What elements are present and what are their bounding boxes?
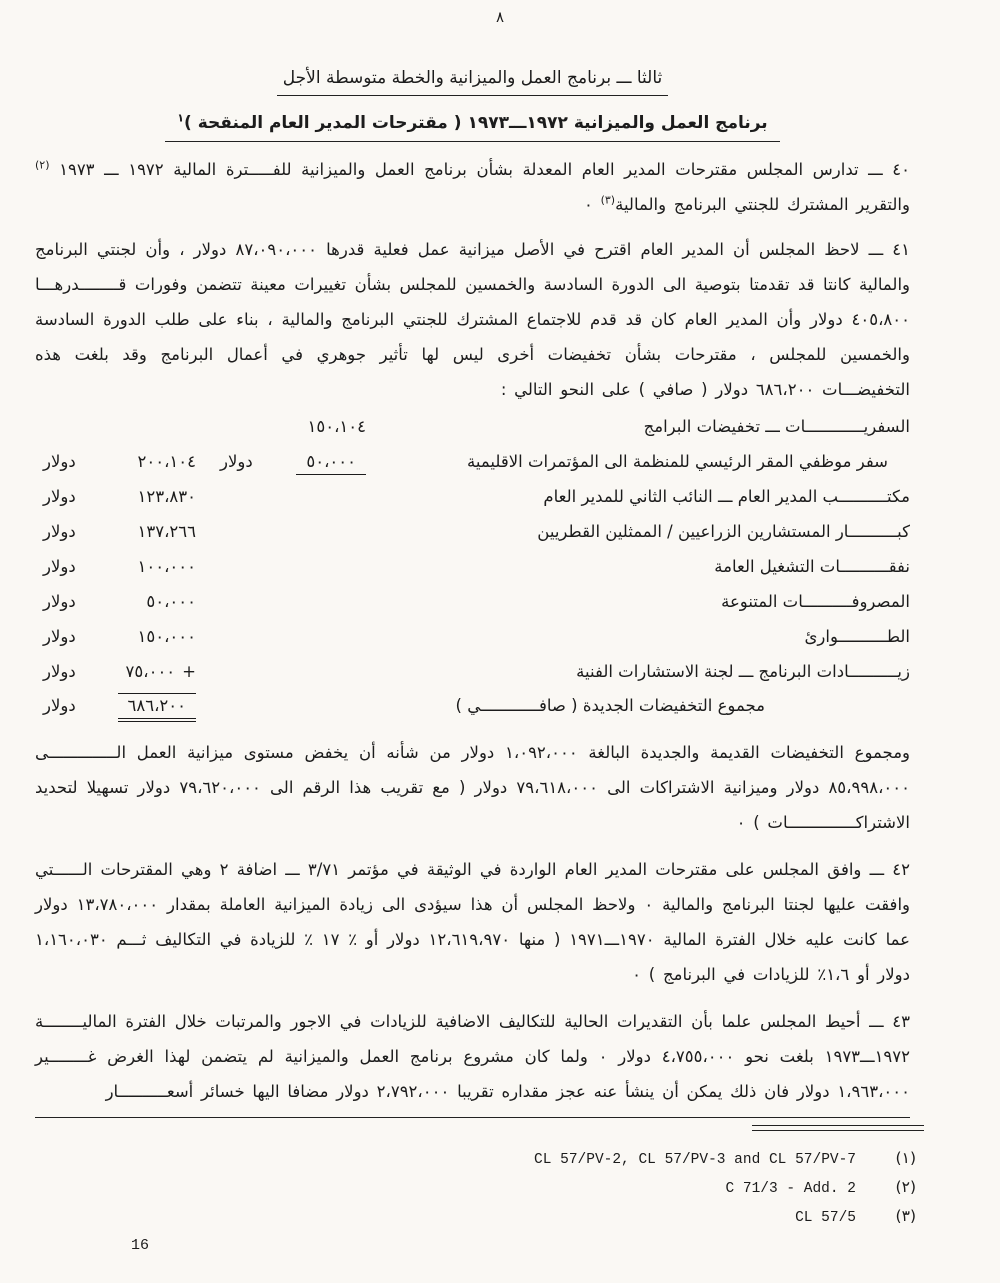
amount-value: ٧٥،٠٠٠: [125, 662, 176, 681]
currency-unit: دولار: [43, 627, 76, 646]
currency-unit: دولار: [43, 452, 76, 471]
row-amount: [35, 522, 210, 541]
currency-unit: دولار: [43, 522, 76, 541]
paragraph-40-period: ٠: [583, 195, 601, 214]
currency-unit: دولار: [43, 662, 76, 681]
footnote-ref: (٢): [895, 1178, 916, 1196]
table-row: [35, 627, 910, 662]
table-row: [35, 487, 910, 522]
footnote-ref-2: (٢): [35, 158, 50, 172]
total-row-label: مجموع التخفيضات الجديدة ( صافــــــــــــي ): [455, 696, 765, 715]
table-row: [35, 452, 910, 487]
document-title-text: [165, 113, 779, 142]
section-title-text: ثالثا ـــ برنامج العمل والميزانية والخطة متوسطة الأجل: [277, 68, 669, 96]
table-row: [35, 522, 910, 557]
footnote-separator-short: [752, 1125, 924, 1131]
row-label: المصروفــــــــــات المتنوعة: [721, 592, 910, 611]
paragraph-total-note: ومجموع التخفيضات القديمة والجديدة البالغة ١،٠٩٢،٠٠٠ دولار من شأنه أن يخفض مستوى ميزانية العمل الــــــــــــــى ٨٥،٩٩٨،٠٠٠ دولار وميزانية الاشتراكات الى ٧٩،٦١٨،٠٠٠ دولار ( مع تقريب هذا الرقم الى ٧٩،٦٢٠،٠٠٠ دولار تسهيلا لتحديد الاشتراكــــــــــــــات ) ٠: [35, 743, 910, 832]
paragraph-40-text: ٤٠ ـــ تدارس المجلس مقترحات المدير العام المعدلة بشأن برنامج العمل والميزانية للفـــــترة المالية ١٩٧٢ ـــ ١٩٧٣: [49, 160, 910, 179]
table-row: [35, 557, 910, 592]
section-title: [35, 68, 910, 96]
page-number-bottom: 16: [131, 1237, 150, 1254]
plus-sign: +: [182, 662, 196, 681]
amount-with-sign: [126, 662, 196, 681]
row-amount: [35, 662, 210, 681]
footnote-text: CL 57/5: [795, 1210, 856, 1226]
footnote-text: C 71/3 - Add. 2: [725, 1181, 856, 1197]
currency-unit: دولار: [43, 696, 76, 715]
currency-unit: دولار: [43, 592, 76, 611]
footnote-item: [35, 1174, 916, 1203]
amount-value: ١٠٠،٠٠٠: [137, 557, 196, 576]
document-title: [35, 113, 910, 142]
footnote-ref: (١): [895, 1149, 916, 1167]
footnote-item: [35, 1203, 916, 1232]
footnote-separator-long: [35, 1117, 910, 1118]
table-row: [35, 662, 910, 697]
currency-unit: دولار: [220, 452, 253, 471]
row-amount: [35, 627, 210, 646]
row-amount: [35, 487, 210, 506]
reductions-table: [35, 417, 910, 723]
row-amount: [35, 592, 210, 611]
footnote-text: CL 57/PV-2, CL 57/PV-3 and CL 57/PV-7: [534, 1152, 856, 1168]
paragraph-41: ٤١ ـــ لاحظ المجلس أن المدير العام اقترح في الأصل ميزانية عمل فعلية قدرها ٨٧،٠٩٠،٠٠٠ دولار ، وأن لجنتي البرنامج والمالية كانتا قد تقدمتا بتوصية الى الدورة السادسة والخمسين للمجلس بشأن تغييرات معينة تتضمن وفورات قــــــــدرهـــا ٤٠٥،٨٠٠ دولار وأن المدير العام كان قد قدم للاجتماع المشترك للجنتي البرنامج والمالية ، بناء على طلب الدورة السادسة والخمسين للمجلس ، مقترحات بشأن تخفيضات أخرى ليس لها تأثير جوهري في أعمال البرنامج وقد بلغت هذه التخفيضـــات ٦٨٦،٢٠٠ دولار ( صافي ) على النحو التالي :: [35, 240, 911, 399]
page-number-top: ٨: [495, 8, 505, 26]
subamount-value-underlined: ٥٠،٠٠٠: [296, 452, 366, 475]
row-label: الطــــــــــوارئ: [804, 627, 910, 646]
amount-value: ١٣٧،٢٦٦: [137, 522, 196, 541]
table-row: [35, 417, 910, 452]
amount-value: ٥٠،٠٠٠: [146, 592, 196, 611]
footnote-ref: (٣): [895, 1207, 916, 1225]
footnote-item: [35, 1145, 916, 1174]
paragraph-40: [35, 152, 910, 222]
title-footnote-ref: ١: [177, 111, 185, 125]
document-title-label: برنامج العمل والميزانية ١٩٧٢ـــ١٩٧٣ ( مقترحات المدير العام المنقحة ): [184, 113, 768, 133]
row-label: سفر موظفي المقر الرئيسي للمنظمة الى المؤتمرات الاقليمية: [467, 452, 888, 471]
row-label: زيــــــــــادات البرنامج ـــ لجنة الاستشارات الفنية: [576, 662, 910, 681]
row-label: نفقــــــــــات التشغيل العامة: [714, 557, 910, 576]
subamount-value: ١٥٠،١٠٤: [307, 417, 366, 436]
footnotes: [35, 1145, 916, 1232]
table-row: [35, 592, 910, 627]
row-subamount: [210, 417, 380, 436]
row-amount: [35, 557, 210, 576]
row-label: كبــــــــــار المستشارين الزراعيين / الممثلين القطريين: [537, 522, 910, 541]
row-label: السفريــــــــــــات ـــ تخفيضات البرامج: [643, 417, 910, 436]
currency-unit: دولار: [43, 487, 76, 506]
currency-unit: دولار: [43, 557, 76, 576]
paragraph-42: ٤٢ ـــ وافق المجلس على مقترحات المدير العام الواردة في الوثيقة في مؤتمر ٣/٧١ ـــ اضافة ٢ وهي المقترحات الــــــتي وافقت عليها لجنتا البرنامج والمالية ٠ ولاحظ المجلس أن هذا سيؤدى الى زيادة الميزانية العاملة بمقدار ١٣،٧٨٠،٠٠٠ دولار عما كانت عليه خلال الفترة المالية ١٩٧٠ـــ١٩٧١ ( منها ١٢،٦١٩،٩٧٠ دولار أو ٪ ١٧ ٪ للزيادة في التكاليف ثـــم ١،١٦٠،٠٣٠ دولار أو ١،٦٪ للزيادات في البرنامج ) ٠: [35, 860, 911, 984]
amount-value: ١٥٠،٠٠٠: [137, 627, 196, 646]
table-total-row: [35, 693, 910, 723]
amount-value: ٢٠٠،١٠٤: [137, 452, 196, 471]
paragraph-43: ٤٣ ـــ أحيط المجلس علما بأن التقديرات الحالية للتكاليف الاضافية للزيادات في الاجور والمرتبات خلال الفترة الماليــــــــة ١٩٧٢ـــ١٩٧٣ بلغت نحو ٤،٧٥٥،٠٠٠ دولار ٠ ولما كان مشروع برنامج العمل والميزانية لم يتضمن لهذا الغرض غــــــــير ١،٩٦٣،٠٠٠ دولار فان ذلك يمكن أن ينشأ عنه عجز مقداره تقريبا ٢،٧٩٢،٠٠٠ دولار مضافا اليها خسائر أسعــــــــــار: [35, 1012, 911, 1101]
amount-value: ١٢٣،٨٣٠: [137, 487, 196, 506]
row-label: مكتــــــــــب المدير العام ـــ النائب الثاني للمدير العام: [543, 487, 910, 506]
row-subamount: [210, 452, 380, 475]
total-row-amount: [35, 693, 210, 722]
row-amount: [35, 452, 210, 471]
paragraph-40-text-2: والتقرير المشترك للجنتي البرنامج والمالية: [615, 195, 910, 214]
footnote-ref-3: (٣): [600, 193, 616, 207]
total-amount-value: ٦٨٦،٢٠٠: [118, 693, 197, 722]
